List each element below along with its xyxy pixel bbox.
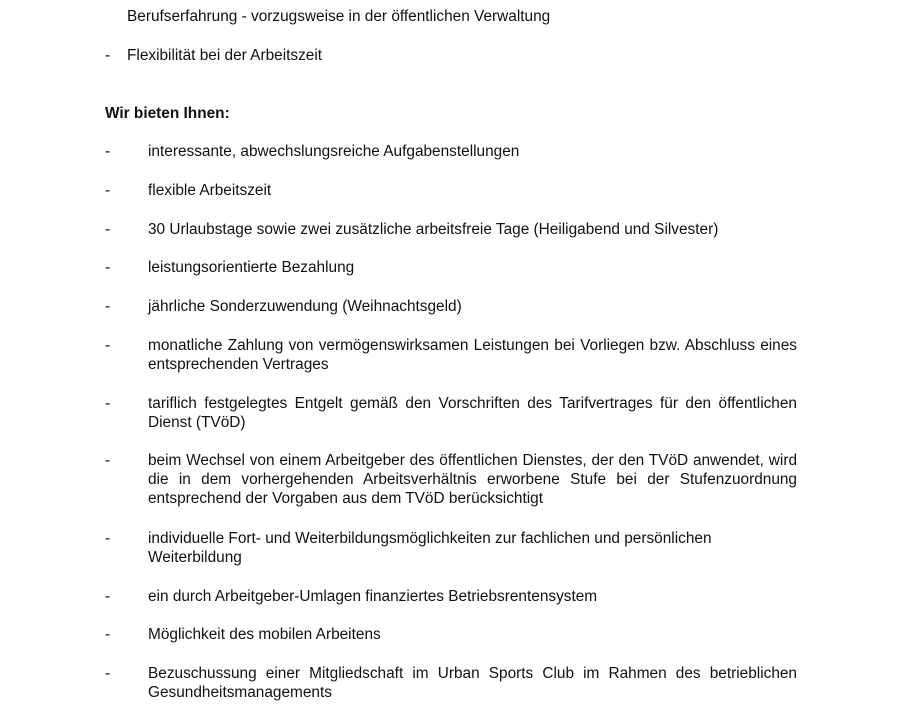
- list-dash: -: [105, 221, 111, 238]
- list-dash: -: [105, 665, 111, 682]
- list-dash: -: [105, 626, 111, 643]
- offer-item: jährliche Sonderzuwendung (Weihnachtsgeld): [148, 298, 462, 315]
- list-dash: -: [105, 337, 111, 354]
- list-dash: -: [105, 143, 111, 160]
- offer-item: flexible Arbeitszeit: [148, 182, 272, 199]
- list-dash: -: [105, 530, 111, 547]
- offer-item: Möglichkeit des mobilen Arbeitens: [148, 626, 381, 643]
- offer-item: beim Wechsel von einem Arbeitgeber des öffentlichen Dienstes, der den TVöD anwendet, wird die in dem vorhergehenden Arbeitsverhältnis erworbene Stufe bei der Stufenzuordnung entsprechend der Vorgaben aus dem TVöD berücksichtigt: [148, 452, 797, 507]
- offer-item: leistungsorientierte Bezahlung: [148, 259, 355, 276]
- list-dash: -: [105, 395, 111, 412]
- offer-item: individuelle Fort- und Weiterbildungsmöglichkeiten zur fachlichen und persönlichen Weiterbildung: [148, 530, 712, 566]
- offer-item: monatliche Zahlung von vermögenswirksamen Leistungen bei Vorliegen bzw. Abschluss eines entsprechenden Vertrages: [148, 337, 797, 373]
- offer-item: interessante, abwechslungsreiche Aufgabenstellungen: [148, 143, 520, 160]
- list-dash: -: [105, 182, 111, 199]
- list-dash: -: [105, 259, 111, 276]
- offer-item: tariflich festgelegtes Entgelt gemäß den Vorschriften des Tarifvertrages für den öffentlichen Dienst (TVöD): [148, 395, 797, 431]
- list-dash: -: [105, 452, 111, 469]
- offer-item: 30 Urlaubstage sowie zwei zusätzliche arbeitsfreie Tage (Heiligabend und Silvester): [148, 221, 719, 238]
- list-dash: -: [105, 298, 111, 315]
- offer-heading: Wir bieten Ihnen:: [105, 105, 230, 122]
- requirement-continuation-text: Berufserfahrung - vorzugsweise in der öffentlichen Verwaltung: [127, 8, 551, 25]
- list-dash: -: [105, 588, 111, 605]
- offer-item: ein durch Arbeitgeber-Umlagen finanziertes Betriebsrentensystem: [148, 588, 598, 605]
- list-dash: -: [105, 47, 111, 64]
- requirement-item-flexibility: Flexibilität bei der Arbeitszeit: [127, 47, 323, 64]
- offer-item: Bezuschussung einer Mitgliedschaft im Urban Sports Club im Rahmen des betrieblichen Gesundheitsmanagements: [148, 665, 797, 701]
